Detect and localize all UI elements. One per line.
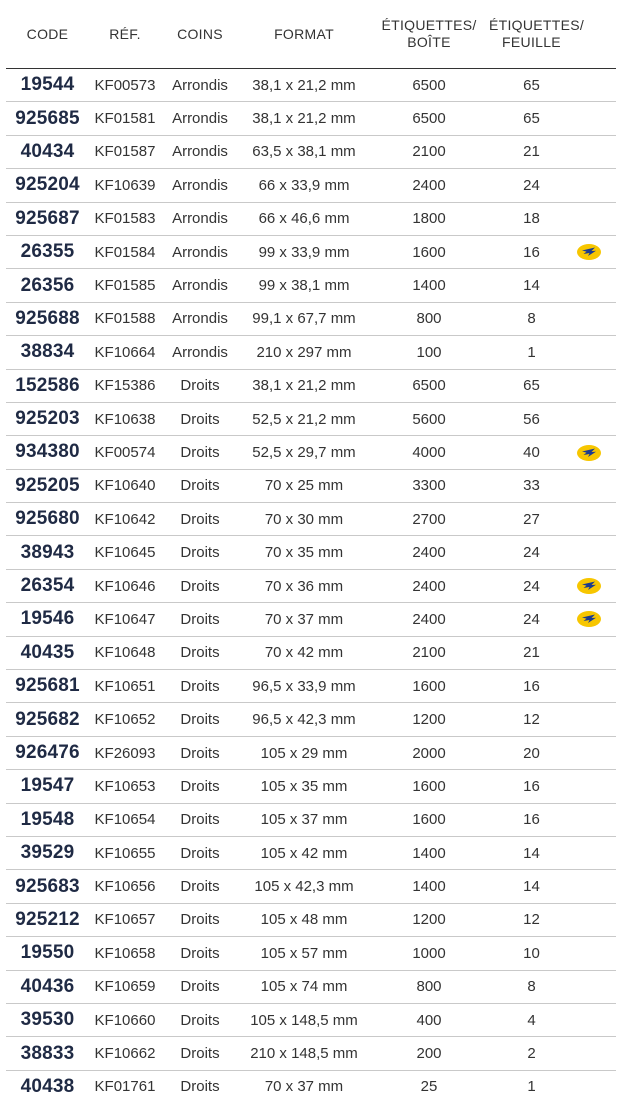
format-cell: 70 x 35 mm: [239, 536, 369, 569]
per-sheet-cell: 4: [489, 1003, 574, 1036]
table-row: [6, 169, 616, 202]
format-cell: 70 x 36 mm: [239, 569, 369, 602]
per-sheet-cell: 56: [489, 402, 574, 435]
coins-cell: Arrondis: [161, 336, 239, 369]
laposte-cell: [574, 135, 616, 168]
per-sheet-cell: 12: [489, 903, 574, 936]
format-cell: 70 x 37 mm: [239, 603, 369, 636]
ref-cell: KF10652: [89, 703, 161, 736]
ref-cell: KF10662: [89, 1037, 161, 1070]
laposte-cell: [574, 169, 616, 202]
ref-cell: KF01585: [89, 269, 161, 302]
coins-cell: Droits: [161, 369, 239, 402]
coins-cell: Droits: [161, 603, 239, 636]
code-cell: 925687: [6, 202, 89, 235]
coins-cell: Arrondis: [161, 135, 239, 168]
format-cell: 66 x 33,9 mm: [239, 169, 369, 202]
coins-cell: Droits: [161, 503, 239, 536]
code-cell: 26356: [6, 269, 89, 302]
per-box-cell: 100: [369, 336, 489, 369]
table-header: [6, 0, 616, 69]
code-cell: 925203: [6, 402, 89, 435]
table-row: [6, 736, 616, 769]
per-box-cell: 1200: [369, 903, 489, 936]
ref-cell: KF10640: [89, 469, 161, 502]
coins-cell: Arrondis: [161, 202, 239, 235]
header-per-sheet-line-1: ÉTIQUETTES/: [489, 17, 585, 33]
per-box-cell: 2100: [369, 135, 489, 168]
header-per-box: [369, 0, 489, 69]
ref-cell: KF10646: [89, 569, 161, 602]
per-sheet-cell: 14: [489, 870, 574, 903]
ref-cell: KF10642: [89, 503, 161, 536]
format-cell: 38,1 x 21,2 mm: [239, 69, 369, 102]
per-box-cell: 2400: [369, 569, 489, 602]
ref-cell: KF10655: [89, 836, 161, 869]
per-sheet-cell: 16: [489, 770, 574, 803]
ref-cell: KF01583: [89, 202, 161, 235]
table-row: [6, 336, 616, 369]
per-box-cell: 800: [369, 302, 489, 335]
table-row: [6, 469, 616, 502]
la-poste-bird-logo-icon: [576, 243, 602, 261]
table-row: [6, 1003, 616, 1036]
code-cell: 40438: [20, 1075, 75, 1097]
format-cell: 70 x 30 mm: [239, 503, 369, 536]
la-poste-bird-logo-icon: [576, 610, 602, 628]
format-cell: 99 x 33,9 mm: [239, 235, 369, 268]
per-box-cell: 2700: [369, 503, 489, 536]
coins-cell: Droits: [180, 1078, 220, 1096]
per-box-cell: 1400: [369, 870, 489, 903]
ref-cell: KF10648: [89, 636, 161, 669]
ref-cell: KF01588: [89, 302, 161, 335]
code-cell: 40435: [6, 636, 89, 669]
coins-cell: Droits: [161, 770, 239, 803]
per-box-cell: 1200: [369, 703, 489, 736]
per-box-cell: 1600: [369, 670, 489, 703]
per-sheet-cell: 10: [489, 937, 574, 970]
per-sheet-cell: 21: [489, 636, 574, 669]
per-sheet-cell: 65: [489, 369, 574, 402]
laposte-cell: [574, 536, 616, 569]
laposte-cell: [574, 235, 616, 268]
code-cell: 38943: [6, 536, 89, 569]
label-format-table: [6, 0, 616, 1103]
laposte-cell: [574, 1070, 616, 1103]
code-cell: 925212: [6, 903, 89, 936]
per-box-cell: 1600: [369, 235, 489, 268]
table-row: [6, 202, 616, 235]
ref-cell: KF10658: [89, 937, 161, 970]
ref-cell: KF10664: [89, 336, 161, 369]
format-cell: 105 x 29 mm: [239, 736, 369, 769]
ref-cell: KF10651: [89, 670, 161, 703]
per-box-cell: 2100: [369, 636, 489, 669]
ref-cell: KF01584: [89, 235, 161, 268]
per-sheet-cell: 14: [489, 836, 574, 869]
per-sheet-cell: 24: [489, 569, 574, 602]
ref-cell: KF10639: [89, 169, 161, 202]
format-cell: 38,1 x 21,2 mm: [239, 102, 369, 135]
per-sheet-cell: 20: [489, 736, 574, 769]
ref-cell: KF00573: [89, 69, 161, 102]
table-row: [6, 135, 616, 168]
laposte-cell: [574, 603, 616, 636]
coins-cell: Droits: [161, 736, 239, 769]
format-cell: 99,1 x 67,7 mm: [239, 302, 369, 335]
header-coins: COINS: [161, 0, 239, 69]
table-row: [6, 970, 616, 1003]
code-cell: 26354: [6, 569, 89, 602]
ref-cell: KF26093: [89, 736, 161, 769]
format-cell: 210 x 148,5 mm: [239, 1037, 369, 1070]
format-cell: 96,5 x 33,9 mm: [239, 670, 369, 703]
per-box-cell: 400: [369, 1003, 489, 1036]
header-per-box-line-1: ÉTIQUETTES/: [381, 17, 477, 33]
code-cell: 926476: [6, 736, 89, 769]
coins-cell: Arrondis: [161, 302, 239, 335]
code-cell: 925685: [6, 102, 89, 135]
coins-cell: Droits: [161, 903, 239, 936]
la-poste-bird-logo-icon: [576, 577, 602, 595]
laposte-cell: [574, 302, 616, 335]
laposte-cell: [574, 436, 616, 469]
coins-cell: Droits: [161, 402, 239, 435]
header-code: CODE: [6, 0, 89, 69]
coins-cell: Droits: [161, 803, 239, 836]
format-cell: 38,1 x 21,2 mm: [239, 369, 369, 402]
laposte-cell: [574, 870, 616, 903]
laposte-cell: [574, 736, 616, 769]
table-row: [6, 836, 616, 869]
laposte-cell: [574, 503, 616, 536]
table-row: [6, 703, 616, 736]
laposte-cell: [574, 69, 616, 102]
ref-cell: KF01581: [89, 102, 161, 135]
coins-cell: Droits: [161, 1037, 239, 1070]
table-row: [6, 102, 616, 135]
laposte-cell: [574, 402, 616, 435]
per-sheet-cell: 24: [489, 536, 574, 569]
format-cell: 96,5 x 42,3 mm: [239, 703, 369, 736]
table-row: [6, 903, 616, 936]
per-box-cell: 1000: [369, 937, 489, 970]
coins-cell: Droits: [161, 536, 239, 569]
code-cell: 40436: [6, 970, 89, 1003]
per-sheet-cell: 65: [489, 69, 574, 102]
coins-cell: Droits: [161, 469, 239, 502]
per-sheet-cell: 16: [489, 670, 574, 703]
code-cell: 925205: [6, 469, 89, 502]
laposte-cell: [574, 937, 616, 970]
per-box-cell: 2400: [369, 169, 489, 202]
table-row: [6, 937, 616, 970]
coins-cell: Arrondis: [161, 269, 239, 302]
laposte-cell: [574, 970, 616, 1003]
laposte-cell: [574, 369, 616, 402]
table-row: [6, 235, 616, 268]
laposte-cell: [574, 336, 616, 369]
coins-cell: Droits: [161, 670, 239, 703]
coins-cell: Droits: [161, 870, 239, 903]
per-sheet-cell: 24: [489, 603, 574, 636]
table-row: [6, 503, 616, 536]
table-row: [6, 803, 616, 836]
header-per-sheet-line-2: FEUILLE: [502, 34, 561, 50]
coins-cell: Droits: [161, 836, 239, 869]
laposte-cell: [574, 102, 616, 135]
per-box-cell: 2000: [369, 736, 489, 769]
format-cell: 66 x 46,6 mm: [239, 202, 369, 235]
table-row: [6, 670, 616, 703]
per-sheet-cell: 1: [489, 336, 574, 369]
la-poste-bird-logo-icon: [576, 444, 602, 462]
format-cell: 105 x 57 mm: [239, 937, 369, 970]
laposte-cell: [574, 569, 616, 602]
code-cell: 925688: [6, 302, 89, 335]
code-cell: 40434: [6, 135, 89, 168]
table-row: [6, 569, 616, 602]
coins-cell: Droits: [161, 569, 239, 602]
ref-cell: KF10657: [89, 903, 161, 936]
code-cell: 39530: [6, 1003, 89, 1036]
per-sheet-cell: 21: [489, 135, 574, 168]
format-cell: 105 x 37 mm: [239, 803, 369, 836]
ref-cell: KF10654: [89, 803, 161, 836]
code-cell: 19548: [6, 803, 89, 836]
code-cell: 934380: [6, 436, 89, 469]
header-row: [6, 0, 616, 69]
per-box-cell: 6500: [369, 69, 489, 102]
per-box-cell: 5600: [369, 402, 489, 435]
coins-cell: Droits: [161, 703, 239, 736]
code-cell: 38834: [6, 336, 89, 369]
format-cell: 105 x 148,5 mm: [239, 1003, 369, 1036]
format-cell: 70 x 42 mm: [239, 636, 369, 669]
code-cell: 925682: [6, 703, 89, 736]
laposte-cell: [574, 1037, 616, 1070]
format-cell: 63,5 x 38,1 mm: [239, 135, 369, 168]
laposte-cell: [574, 836, 616, 869]
code-cell: 925680: [6, 503, 89, 536]
per-sheet-cell: 14: [489, 269, 574, 302]
coins-cell: Droits: [161, 636, 239, 669]
table-row: [6, 302, 616, 335]
table-row: [6, 536, 616, 569]
per-box-cell: 1800: [369, 202, 489, 235]
format-cell: 52,5 x 29,7 mm: [239, 436, 369, 469]
format-cell: 210 x 297 mm: [239, 336, 369, 369]
format-cell: 70 x 25 mm: [239, 469, 369, 502]
code-cell: 925204: [6, 169, 89, 202]
coins-cell: Droits: [161, 1003, 239, 1036]
per-sheet-cell: 27: [489, 503, 574, 536]
code-cell: 152586: [6, 369, 89, 402]
laposte-cell: [574, 1003, 616, 1036]
ref-cell: KF10659: [89, 970, 161, 1003]
per-sheet-cell: 33: [489, 469, 574, 502]
laposte-cell: [574, 703, 616, 736]
format-cell: 105 x 48 mm: [239, 903, 369, 936]
per-sheet-cell: 8: [489, 970, 574, 1003]
per-sheet-cell: 8: [489, 302, 574, 335]
per-box-cell: 25: [420, 1078, 438, 1096]
ref-cell: KF00574: [89, 436, 161, 469]
code-cell: 38833: [6, 1037, 89, 1070]
per-box-cell: 3300: [369, 469, 489, 502]
ref-cell: KF10645: [89, 536, 161, 569]
table-row: [6, 436, 616, 469]
header-format: FORMAT: [239, 0, 369, 69]
per-sheet-cell: 18: [489, 202, 574, 235]
per-sheet-cell: 12: [489, 703, 574, 736]
laposte-cell: [574, 469, 616, 502]
laposte-cell: [574, 202, 616, 235]
coins-cell: Arrondis: [161, 102, 239, 135]
coins-cell: Arrondis: [161, 169, 239, 202]
laposte-cell: [574, 636, 616, 669]
coins-cell: Arrondis: [161, 69, 239, 102]
per-box-cell: 2400: [369, 603, 489, 636]
ref-cell: KF15386: [89, 369, 161, 402]
table-row: [6, 1070, 616, 1103]
per-box-cell: 800: [369, 970, 489, 1003]
per-sheet-cell: 24: [489, 169, 574, 202]
format-cell: 105 x 42,3 mm: [239, 870, 369, 903]
laposte-cell: [574, 670, 616, 703]
code-cell: 925681: [6, 670, 89, 703]
ref-cell: KF10638: [89, 402, 161, 435]
ref-cell: KF10656: [89, 870, 161, 903]
per-sheet-cell: 1: [527, 1078, 536, 1096]
per-box-cell: 1400: [369, 836, 489, 869]
code-cell: 19550: [6, 937, 89, 970]
laposte-cell: [574, 269, 616, 302]
ref-cell: KF10653: [89, 770, 161, 803]
per-box-cell: 1400: [369, 269, 489, 302]
per-sheet-cell: 65: [489, 102, 574, 135]
per-sheet-cell: 16: [489, 235, 574, 268]
table-row: [6, 636, 616, 669]
coins-cell: Arrondis: [161, 235, 239, 268]
format-cell: 105 x 74 mm: [239, 970, 369, 1003]
per-box-cell: 6500: [369, 102, 489, 135]
code-cell: 19547: [6, 770, 89, 803]
per-box-cell: 1600: [369, 803, 489, 836]
table-row: [6, 402, 616, 435]
ref-cell: KF10660: [89, 1003, 161, 1036]
header-per-sheet: [489, 0, 585, 69]
table-row: [6, 269, 616, 302]
table-row: [6, 770, 616, 803]
format-cell: 52,5 x 21,2 mm: [239, 402, 369, 435]
laposte-cell: [574, 803, 616, 836]
code-cell: 19544: [6, 69, 89, 102]
coins-cell: Droits: [161, 937, 239, 970]
code-cell: 39529: [6, 836, 89, 869]
code-cell: 925683: [6, 870, 89, 903]
table-row: [6, 870, 616, 903]
coins-cell: Droits: [161, 436, 239, 469]
code-cell: 19546: [6, 603, 89, 636]
per-sheet-cell: 16: [489, 803, 574, 836]
laposte-cell: [574, 903, 616, 936]
format-cell: 105 x 35 mm: [239, 770, 369, 803]
header-ref: RÉF.: [89, 0, 161, 69]
table-row: [6, 369, 616, 402]
table-row: [6, 603, 616, 636]
table-row: [6, 69, 616, 102]
per-box-cell: 2400: [369, 536, 489, 569]
per-box-cell: 4000: [369, 436, 489, 469]
laposte-cell: [574, 770, 616, 803]
coins-cell: Droits: [161, 970, 239, 1003]
format-cell: 105 x 42 mm: [239, 836, 369, 869]
per-box-cell: 6500: [369, 369, 489, 402]
table-row: [6, 1037, 616, 1070]
ref-cell: KF01761: [94, 1078, 156, 1096]
ref-cell: KF10647: [89, 603, 161, 636]
header-icon-column: [574, 0, 616, 69]
per-box-cell: 1600: [369, 770, 489, 803]
format-cell: 70 x 37 mm: [264, 1078, 344, 1096]
code-cell: 26355: [6, 235, 89, 268]
format-cell: 99 x 38,1 mm: [239, 269, 369, 302]
ref-cell: KF01587: [89, 135, 161, 168]
per-box-cell: 200: [369, 1037, 489, 1070]
table-body: [6, 69, 616, 1104]
per-sheet-cell: 2: [489, 1037, 574, 1070]
header-per-box-line-2: BOÎTE: [407, 34, 451, 50]
per-sheet-cell: 40: [489, 436, 574, 469]
